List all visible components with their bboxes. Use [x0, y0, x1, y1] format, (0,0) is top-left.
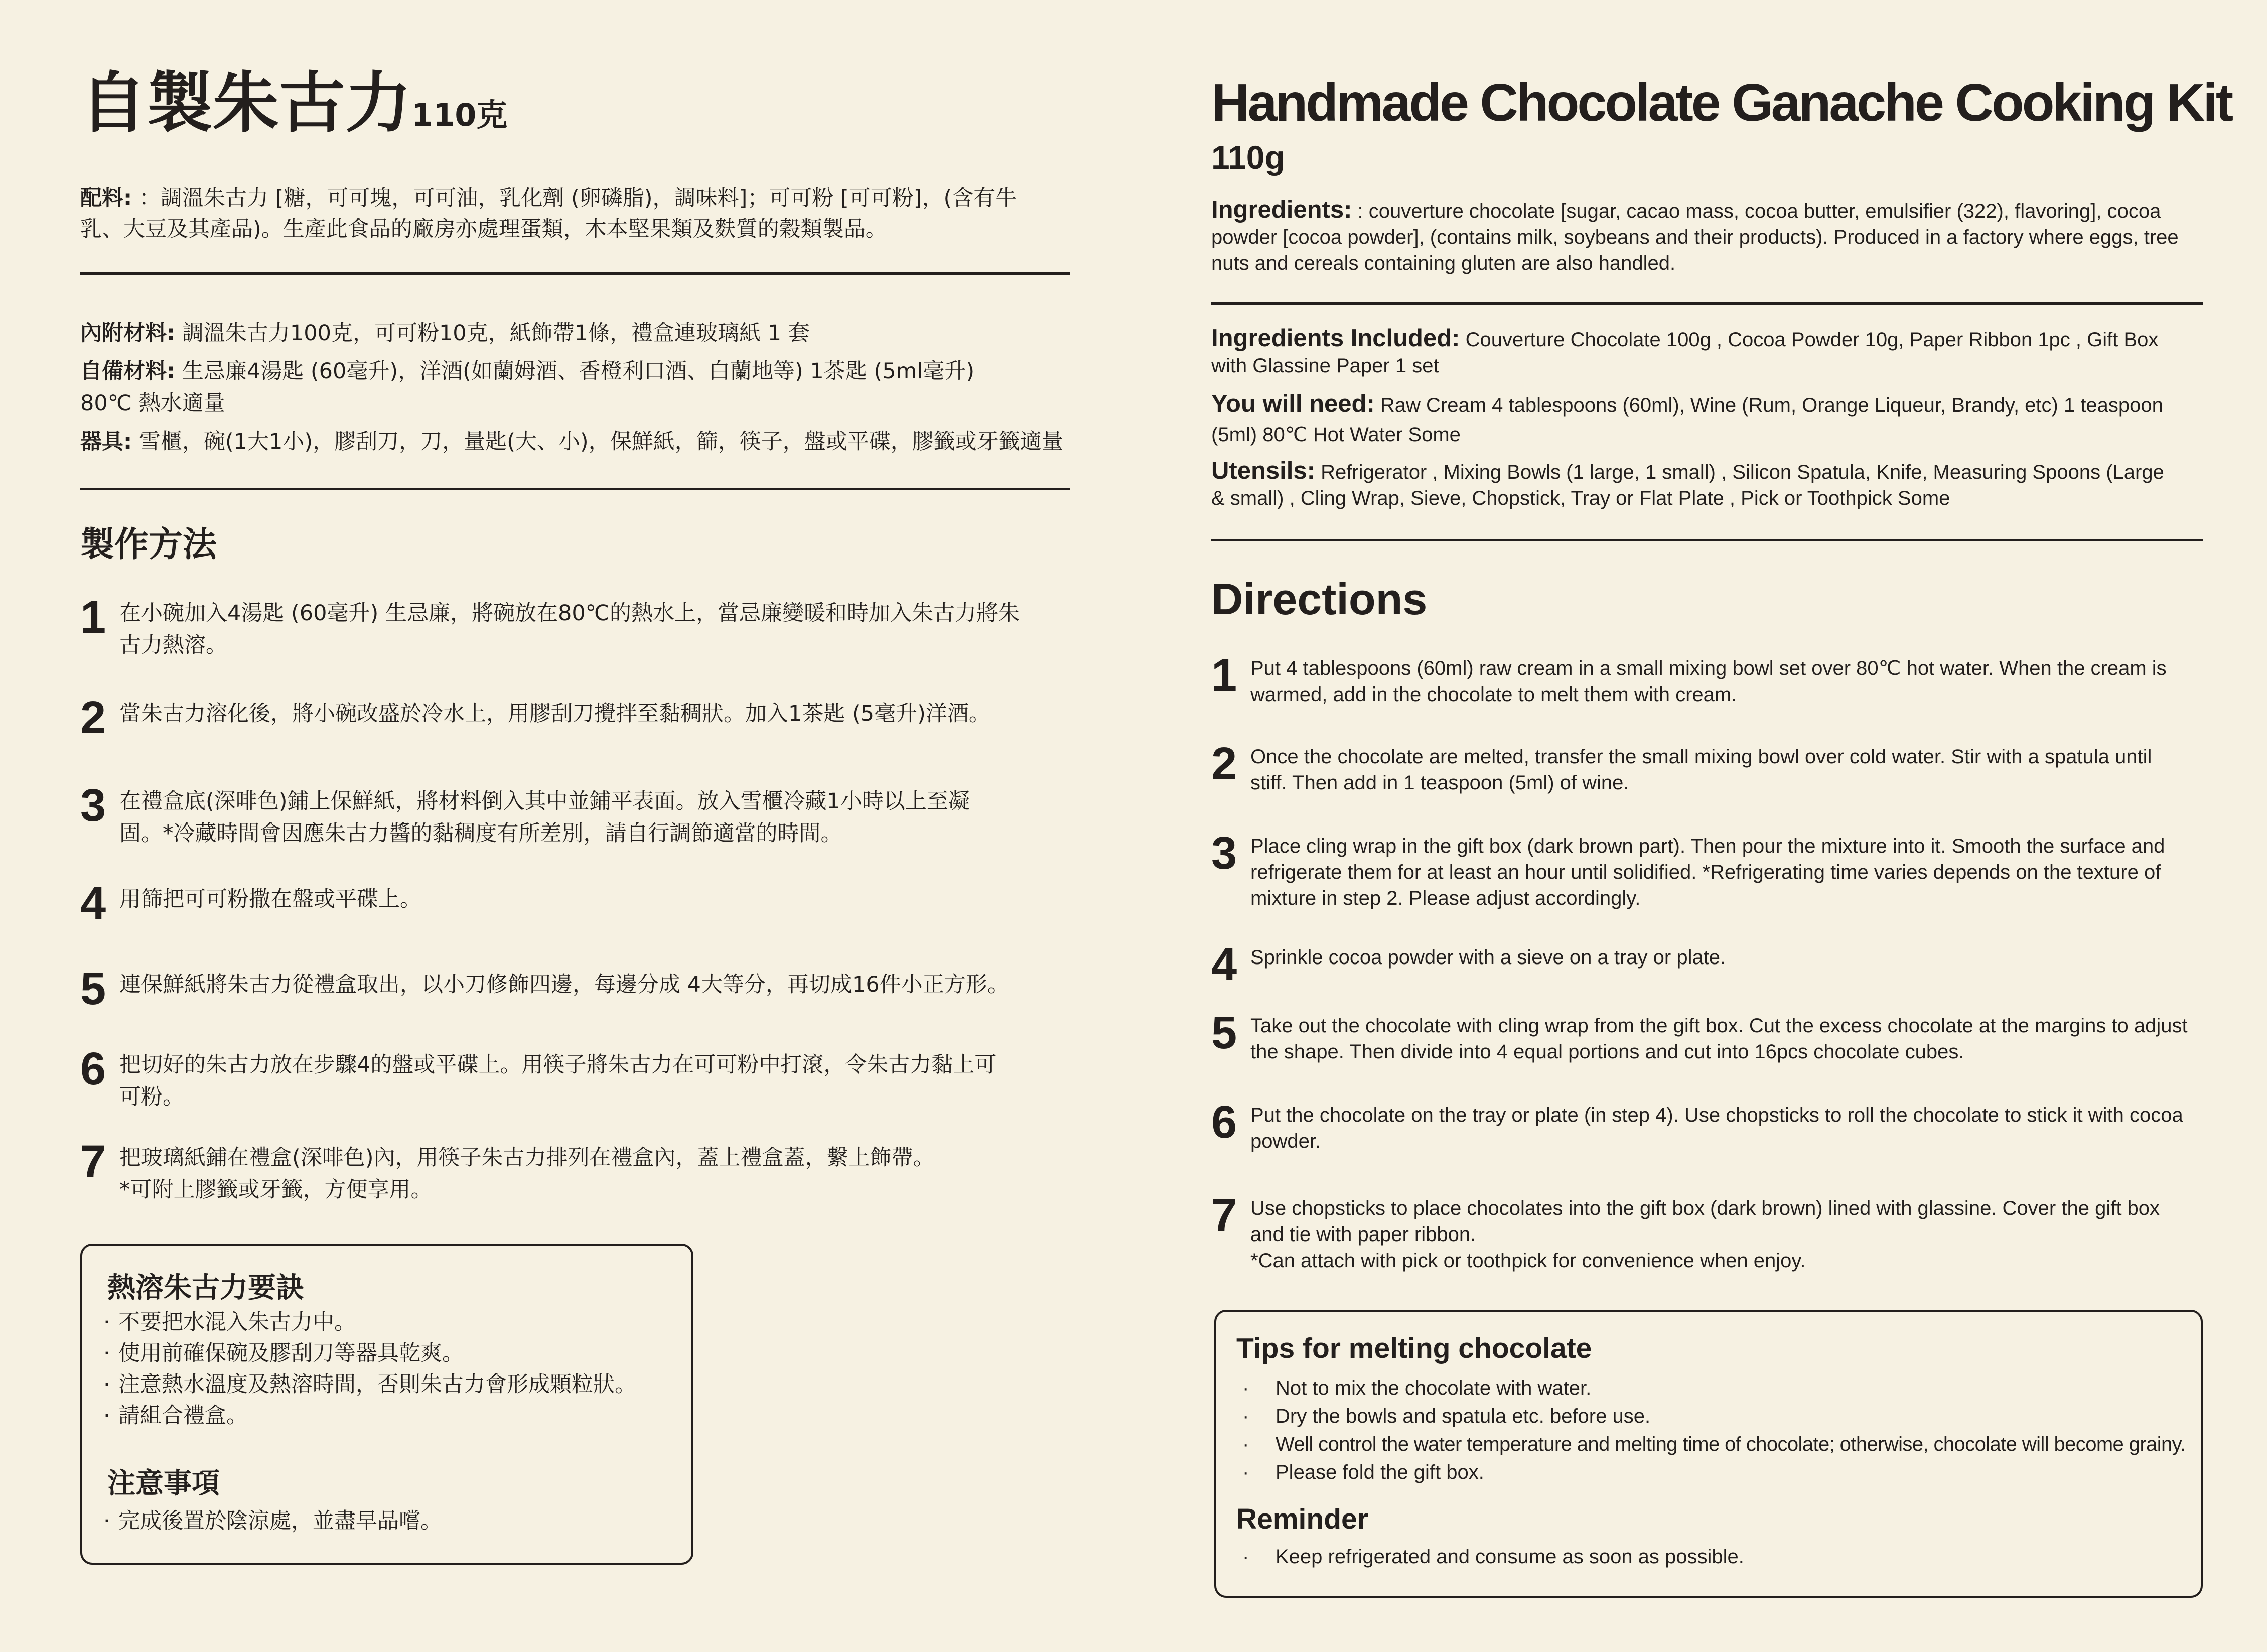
step-line: the shape. Then divide into 4 equal portions and cut into 16pcs chocolate cubes.: [1250, 1041, 1964, 1063]
step-line: mixture in step 2. Please adjust accordingly.: [1250, 887, 1641, 909]
included-label-en: Ingredients Included:: [1211, 325, 1460, 352]
directions-heading-zh: 製作方法: [80, 525, 217, 565]
step-line: Put 4 tablespoons (60ml) raw cream in a small mixing bowl set over 80℃ hot water. When the cream is: [1250, 657, 2167, 679]
included-label-zh: 內附材料:: [80, 321, 176, 346]
need-line: 生忌廉4湯匙 (60毫升)，洋酒(如蘭姆酒、香橙利口酒、白蘭地等) 1茶匙 (5ml毫升): [182, 359, 975, 384]
tip-text: 注意熱水溫度及熱溶時間，否則朱古力會形成顆粒狀。: [118, 1372, 636, 1397]
step-text: [119, 883, 1070, 915]
reminder-heading-zh: 注意事項: [107, 1467, 220, 1500]
step-number: 1: [1211, 650, 1237, 701]
step-line: 在禮盒底(深啡色)鋪上保鮮紙，將材料倒入其中並鋪平表面。放入雪櫃冷藏1小時以上至凝: [119, 789, 970, 814]
bullet: ·: [103, 1508, 110, 1534]
tip-text: Please fold the gift box.: [1276, 1461, 1484, 1483]
included-text-zh: 調溫朱古力100克，可可粉10克，紙飾帶1條，禮盒連玻璃紙 1 套: [182, 321, 810, 346]
step-number: 7: [80, 1136, 106, 1187]
ingredients-line: powder [cocoa powder], (contains milk, soybeans and their products). Produced in a factory where eggs, tree: [1211, 226, 2179, 248]
step-number: 6: [1211, 1096, 1237, 1148]
tip-text: 不要把水混入朱古力中。: [118, 1310, 356, 1335]
step-text: [1250, 833, 2203, 911]
tip-item: [1242, 1430, 2186, 1458]
step-number: 2: [1211, 738, 1237, 789]
directions-heading-en: Directions: [1211, 574, 1428, 624]
tips-heading-en: Tips for melting chocolate: [1236, 1332, 1592, 1364]
divider: [1211, 539, 2203, 541]
step-number: 4: [1211, 939, 1237, 990]
step-line: refrigerate them for at least an hour until solidified. *Refrigerating time varies depends on the texture of: [1250, 861, 2161, 883]
reminder-item: [103, 1505, 442, 1537]
step-line: 連保鮮紙將朱古力從禮盒取出，以小刀修飾四邊，每邊分成 4大等分，再切成16件小正方形。: [119, 972, 1009, 997]
step-number: 3: [1211, 828, 1237, 879]
step-number: 5: [1211, 1007, 1237, 1058]
ingredients-label-zh: 配料:: [80, 186, 132, 211]
step-number: 5: [80, 963, 106, 1014]
step-number: 4: [80, 878, 106, 929]
tip-text: 請組合禮盒。: [118, 1403, 248, 1428]
tip-item: [103, 1400, 248, 1431]
weight-en: 110g: [1211, 139, 1285, 176]
tips-box-zh: [80, 1244, 693, 1565]
weight-zh: 110克: [411, 97, 508, 133]
step-line: Use chopsticks to place chocolates into the gift box (dark brown) lined with glassine. Cover the gift box: [1250, 1197, 2160, 1219]
step-line: and tie with paper ribbon.: [1250, 1223, 1476, 1246]
included-line: Couverture Chocolate 100g , Cocoa Powder 10g, Paper Ribbon 1pc , Gift Box: [1465, 329, 2159, 351]
step-line: Put the chocolate on the tray or plate (in step 4). Use chopsticks to roll the chocolate to stick it with cocoa: [1250, 1104, 2183, 1126]
utensils-label-en: Utensils:: [1211, 457, 1315, 484]
step-text: [119, 785, 1070, 850]
divider: [80, 488, 1070, 490]
included-block-en: [1211, 325, 2203, 379]
step-line: Once the chocolate are melted, transfer the small mixing bowl over cold water. Stir with a spatula until: [1250, 746, 2152, 768]
tip-item: [1242, 1458, 1484, 1486]
step-number: 3: [80, 780, 106, 831]
tips-heading-zh: 熱溶朱古力要訣: [107, 1272, 304, 1304]
reminder-text: Keep refrigerated and consume as soon as possible.: [1276, 1546, 1744, 1568]
step-text: [1250, 744, 2203, 796]
bullet: ·: [1242, 1461, 1249, 1483]
included-line: with Glassine Paper 1 set: [1211, 355, 1439, 377]
step-line: Sprinkle cocoa powder with a sieve on a tray or plate.: [1250, 946, 1726, 969]
page-title-en: Handmade Chocolate Ganache Cooking Kit: [1211, 73, 2232, 132]
bullet: ·: [1242, 1377, 1249, 1399]
step-text: [119, 969, 1070, 1001]
need-line: (5ml) 80℃ Hot Water Some: [1211, 424, 1461, 446]
step-line: 把玻璃紙鋪在禮盒(深啡色)內，用筷子朱古力排列在禮盒內，蓋上禮盒蓋，繫上飾帶。: [119, 1145, 935, 1170]
step-line: *可附上膠籤或牙籤，方便享用。: [119, 1177, 433, 1202]
ingredients-block-zh: [80, 183, 1070, 245]
tip-text: Well control the water temperature and melting time of chocolate; otherwise, chocolate will become grainy.: [1276, 1433, 2186, 1455]
bullet: ·: [103, 1310, 110, 1335]
bullet: ·: [1242, 1433, 1249, 1455]
step-number: 1: [80, 592, 106, 643]
step-number: 7: [1211, 1190, 1237, 1241]
utensils-block-en: [1211, 458, 2203, 511]
ingredients-line: ：調溫朱古力 [糖，可可塊，可可油，乳化劑 (卵磷脂)，調味料]；可可粉 [可可粉]，(含有牛: [138, 186, 1017, 211]
step-line: 在小碗加入4湯匙 (60毫升) 生忌廉，將碗放在80℃的熱水上，當忌廉變暖和時加入朱古力將朱: [119, 601, 1020, 626]
step-text: [1250, 1102, 2203, 1154]
utensils-line: Refrigerator , Mixing Bowls (1 large, 1 small) , Silicon Spatula, Knife, Measuring Spoons (Large: [1321, 461, 2164, 483]
step-line: stiff. Then add in 1 teaspoon (5ml) of wine.: [1250, 772, 1629, 794]
need-label-zh: 自備材料:: [80, 359, 176, 384]
step-text: [119, 698, 1070, 730]
title-text-zh: 自製朱古力: [80, 65, 411, 142]
step-text: [1250, 1195, 2203, 1274]
step-text: [119, 1049, 1070, 1113]
step-line: 古力熱溶。: [119, 633, 227, 658]
tips-box-en: [1214, 1310, 2203, 1598]
bullet: ·: [1242, 1405, 1249, 1427]
step-line: powder.: [1250, 1130, 1321, 1152]
step-text: [1250, 944, 2203, 971]
step-text: [1250, 1013, 2203, 1065]
ingredients-block-en: [1211, 197, 2203, 277]
tip-item: [103, 1307, 356, 1338]
need-label-en: You will need:: [1211, 390, 1375, 418]
step-line: Place cling wrap in the gift box (dark brown part). Then pour the mixture into it. Smooth the surface and: [1250, 835, 2165, 857]
bullet: ·: [103, 1372, 110, 1397]
tip-item: [1242, 1402, 1650, 1430]
step-line: 把切好的朱古力放在步驟4的盤或平碟上。用筷子將朱古力在可可粉中打滾，令朱古力黏上可: [119, 1052, 997, 1077]
reminder-heading-en: Reminder: [1236, 1503, 1368, 1535]
step-line: 用篩把可可粉撒在盤或平碟上。: [119, 887, 421, 912]
step-line: warmed, add in the chocolate to melt them with cream.: [1250, 683, 1737, 706]
divider: [1211, 302, 2203, 305]
step-line: 固。*冷藏時間會因應朱古力醬的黏稠度有所差別，請自行調節適當的時間。: [119, 821, 842, 846]
step-line: 當朱古力溶化後，將小碗改盛於冷水上，用膠刮刀攪拌至黏稠狀。加入1茶匙 (5毫升)洋酒。: [119, 701, 990, 726]
divider: [80, 272, 1070, 275]
step-line: 可粉。: [119, 1084, 184, 1110]
ingredients-line: : couverture chocolate [sugar, cacao mass, cocoa butter, emulsifier (322), flavoring], cocoa: [1357, 200, 2161, 222]
step-text: [119, 597, 1070, 661]
need-block-en: [1211, 389, 2203, 449]
tip-item: [103, 1338, 464, 1369]
utensils-line: & small) , Cling Wrap, Sieve, Chopstick, Tray or Flat Plate , Pick or Toothpick Some: [1211, 487, 1950, 509]
utensils-text-zh: 雪櫃，碗(1大1小)，膠刮刀，刀，量匙(大、小)，保鮮紙，篩，筷子，盤或平碟，膠籤或牙籤適量: [138, 429, 1063, 454]
step-text: [119, 1142, 1070, 1206]
ingredients-line: nuts and cereals containing gluten are also handled.: [1211, 252, 1676, 274]
step-number: 2: [80, 692, 106, 743]
tip-item: [103, 1369, 636, 1400]
reminder-item: [1242, 1543, 1744, 1571]
ingredients-label-en: Ingredients:: [1211, 196, 1352, 223]
materials-block-zh: [80, 314, 1070, 461]
bullet: ·: [103, 1341, 110, 1366]
page-title-zh: [80, 65, 508, 142]
step-line: Take out the chocolate with cling wrap from the gift box. Cut the excess chocolate at the margins to adjust: [1250, 1015, 2188, 1037]
utensils-label-zh: 器具:: [80, 429, 132, 454]
step-text: [1250, 655, 2203, 708]
tip-text: Not to mix the chocolate with water.: [1276, 1377, 1592, 1399]
reminder-text: 完成後置於陰涼處，並盡早品嚐。: [118, 1508, 442, 1534]
bullet: ·: [103, 1403, 110, 1428]
step-line: *Can attach with pick or toothpick for convenience when enjoy.: [1250, 1250, 1806, 1272]
bullet: ·: [1242, 1546, 1249, 1568]
tip-item: [1242, 1374, 1591, 1402]
need-line: 80℃ 熱水適量: [80, 391, 225, 416]
tip-text: 使用前確保碗及膠刮刀等器具乾爽。: [118, 1341, 464, 1366]
tip-text: Dry the bowls and spatula etc. before use.: [1276, 1405, 1651, 1427]
step-number: 6: [80, 1043, 106, 1094]
ingredients-line: 乳、大豆及其產品)。生產此食品的廠房亦處理蛋類，木本堅果類及麩質的穀類製品。: [80, 217, 887, 242]
need-line: Raw Cream 4 tablespoons (60ml), Wine (Rum, Orange Liqueur, Brandy, etc) 1 teaspoon: [1380, 394, 2163, 417]
